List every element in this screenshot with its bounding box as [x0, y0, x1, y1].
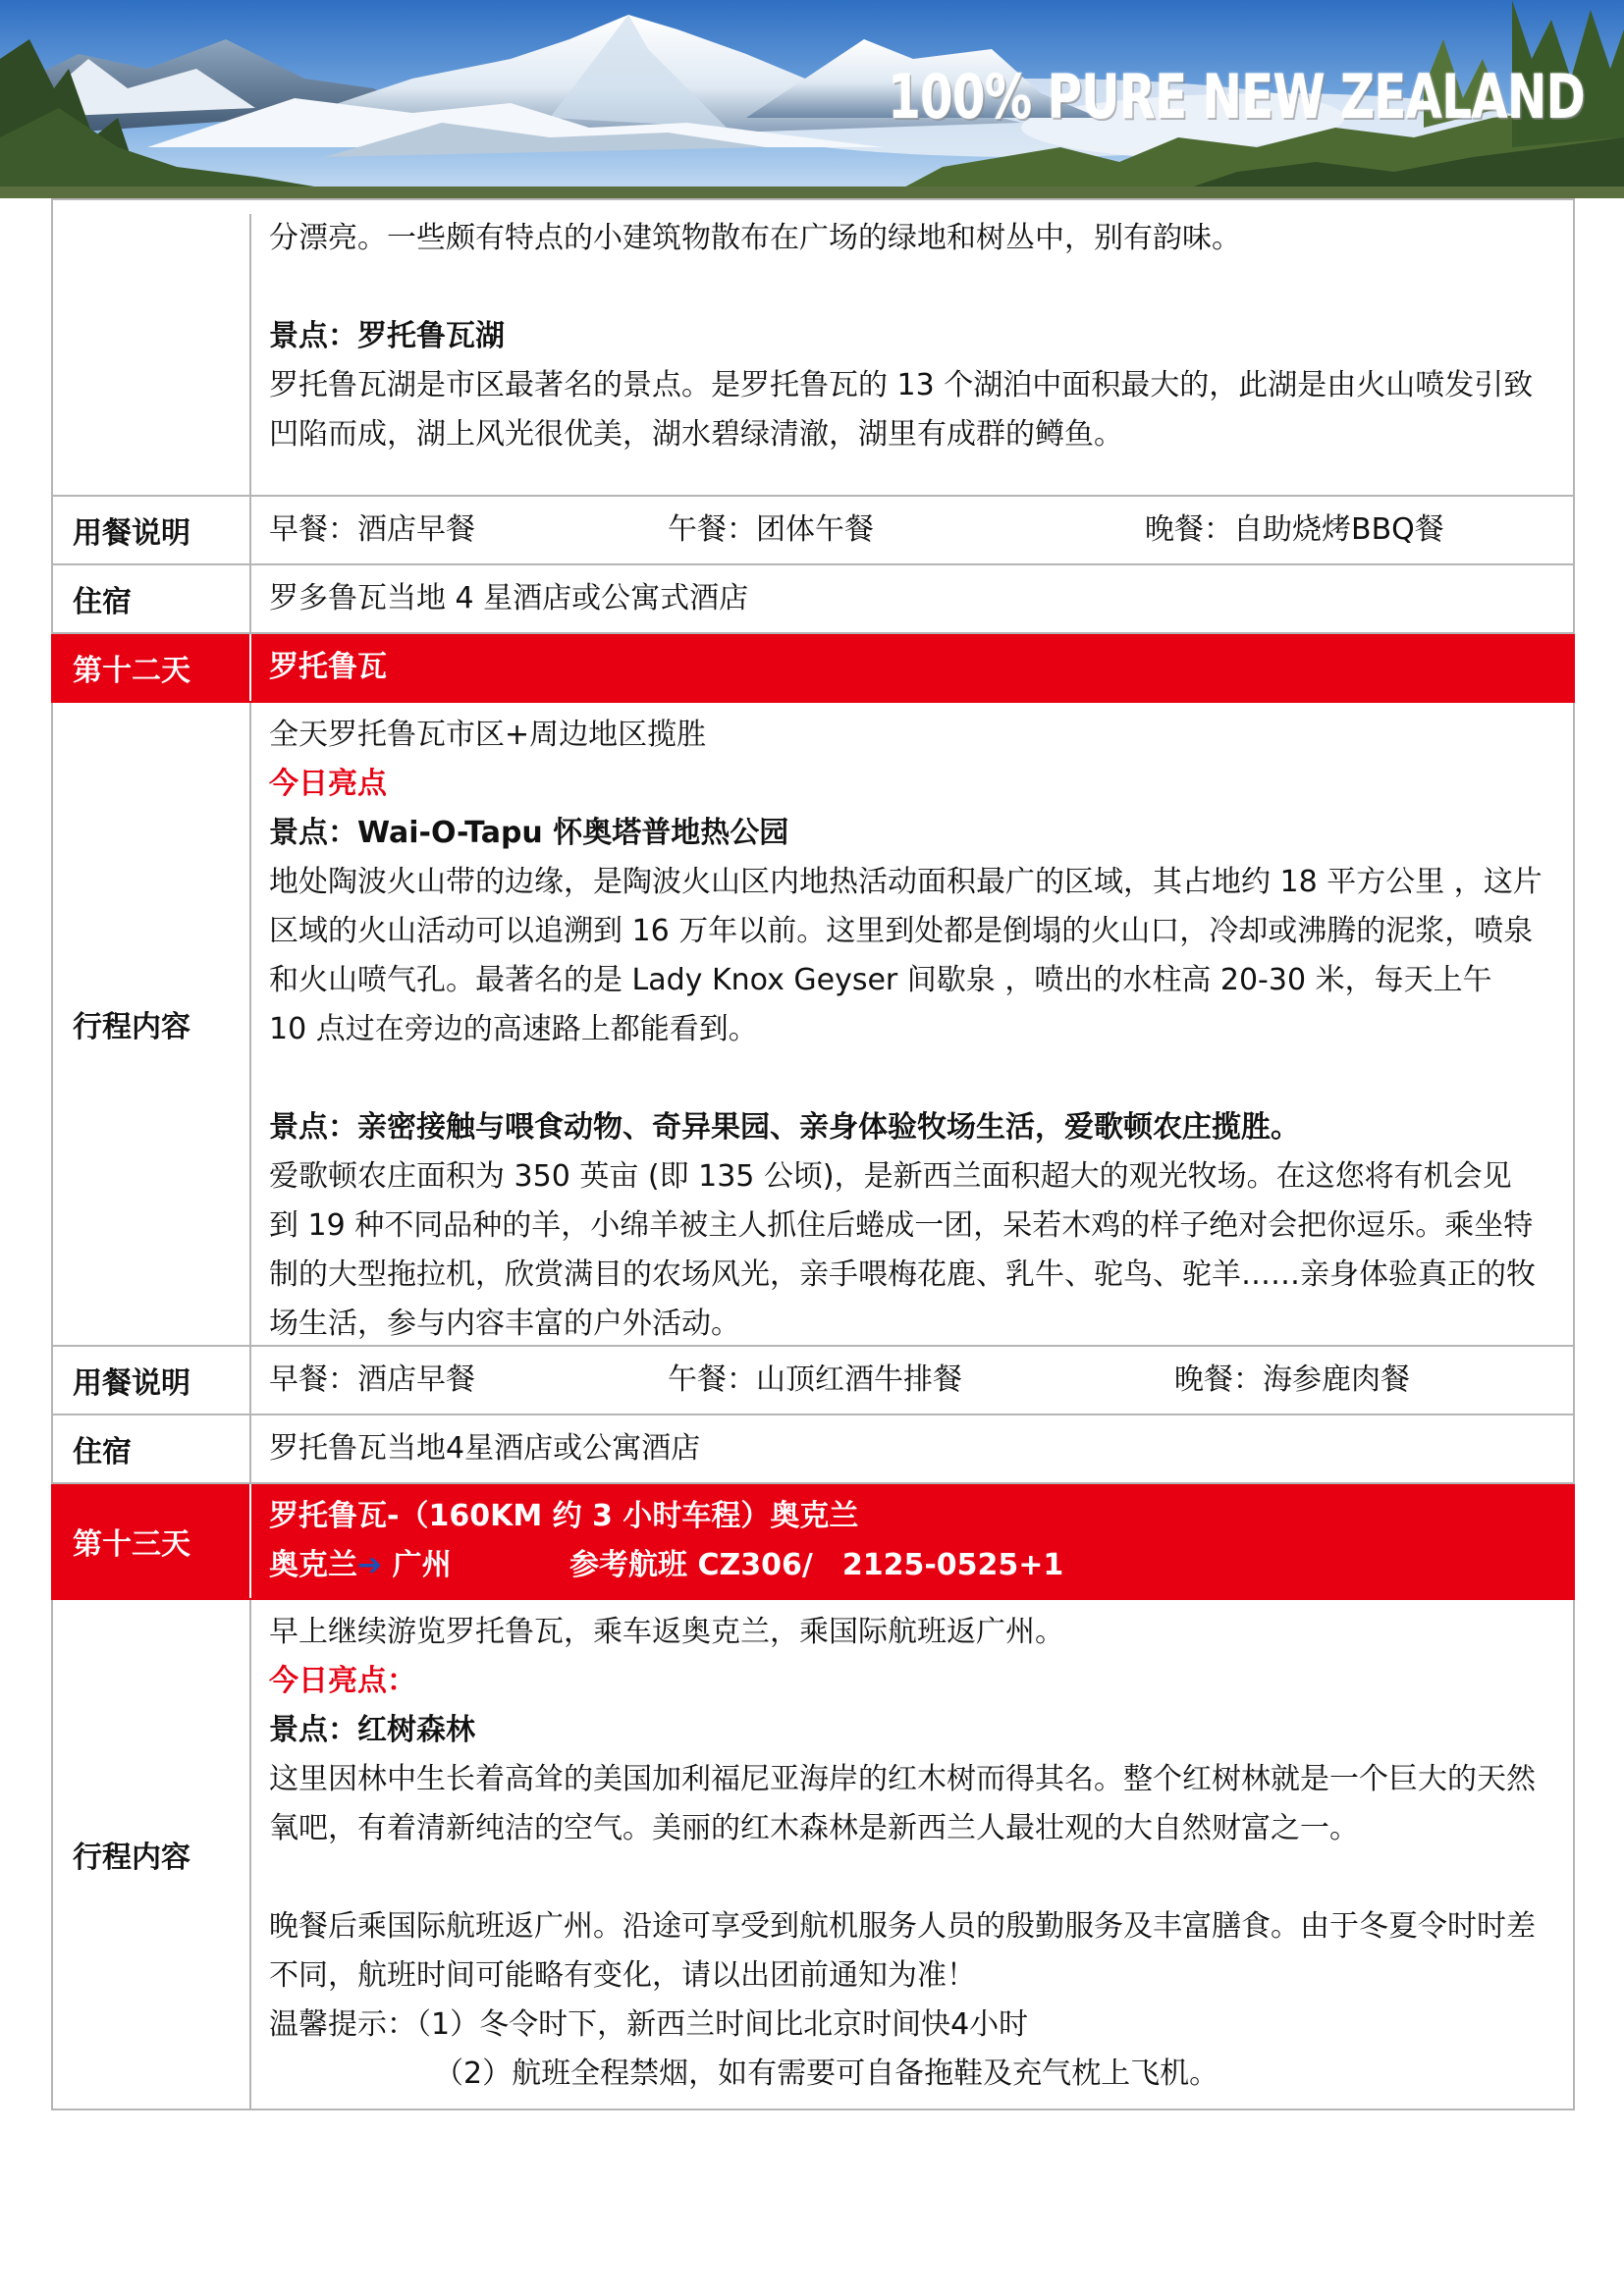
table-row	[51, 198, 1575, 497]
tip-line: （2）航班全程禁烟，如有需要可自备拖鞋及充气枕上飞机。	[434, 2056, 1219, 2091]
accommodation-text: 罗多鲁瓦当地 4 星酒店或公寓式酒店	[269, 581, 749, 615]
row-label: 用餐说明	[53, 497, 251, 563]
day-label: 第十三天	[53, 1484, 251, 1598]
content-line: 全天罗托鲁瓦市区+周边地区揽胜	[269, 718, 707, 752]
arrow-right-icon: ➔	[357, 1548, 383, 1582]
content-line: 凹陷而成，湖上风光很优美，湖水碧绿清澈，湖里有成群的鳟鱼。	[269, 417, 1123, 452]
day-title: 罗托鲁瓦	[269, 650, 387, 684]
day-header-row	[51, 1484, 1575, 1600]
table-row	[51, 497, 1575, 565]
row-label: 住宿	[53, 1415, 251, 1482]
flight-info: 参考航班 CZ306/ 2125-0525+1	[569, 1548, 1064, 1582]
content-line: 这里因林中生长着高耸的美国加利福尼亚海岸的红木树而得其名。整个红树林就是一个巨大的天然	[269, 1762, 1536, 1796]
breakfast-text: 早餐：酒店早餐	[269, 1362, 475, 1397]
breakfast-text: 早餐：酒店早餐	[269, 512, 475, 547]
content-line: 氧吧，有着清新纯洁的空气。美丽的红木森林是新西兰人最壮观的大自然财富之一。	[269, 1811, 1359, 1845]
highlight-heading: 今日亮点	[269, 767, 387, 801]
row-label: 行程内容	[53, 703, 251, 1345]
destination-city: 广州	[392, 1548, 452, 1582]
spot-title: 景点：亲密接触与喂食动物、奇异果园、亲身体验牧场生活，爱歌顿农庄揽胜。	[269, 1110, 1300, 1145]
content-line: 区域的火山活动可以追溯到 16 万年以前。这里到处都是倒塌的火山口，冷却或沸腾的泥浆，喷泉	[269, 914, 1534, 948]
row-content	[251, 1600, 1573, 2109]
content-line: 晚餐后乘国际航班返广州。沿途可享受到航机服务人员的殷勤服务及丰富膳食。由于冬夏令时时差	[269, 1909, 1536, 1944]
flight-line	[269, 1541, 1559, 1590]
content-line: 罗托鲁瓦湖是市区最著名的景点。是罗托鲁瓦的 13 个湖泊中面积最大的，此湖是由火山喷发引致	[269, 368, 1534, 402]
table-row	[51, 1347, 1575, 1415]
tip-line: 温馨提示：（1）冬令时下，新西兰时间比北京时间快4小时	[269, 2007, 1029, 2042]
lunch-text: 午餐：山顶红酒牛排餐	[668, 1362, 962, 1397]
day-header-row	[51, 634, 1575, 703]
content-line: 爱歌顿农庄面积为 350 英亩 (即 135 公顷)，是新西兰面积超大的观光牧场。在这您将有机会见	[269, 1159, 1512, 1194]
row-content	[251, 214, 1573, 495]
table-row	[51, 703, 1575, 1347]
content-line: 场生活，参与内容丰富的户外活动。	[269, 1307, 740, 1341]
meal-info	[251, 497, 1573, 563]
highlight-heading: 今日亮点：	[269, 1664, 416, 1698]
table-row	[51, 565, 1575, 634]
row-label: 行程内容	[53, 1600, 251, 2109]
spot-title: 景点：罗托鲁瓦湖	[269, 319, 505, 353]
content-line: 制的大型拖拉机，欣赏满目的农场风光，亲手喂梅花鹿、乳牛、驼鸟、驼羊……亲身体验真正的牧	[269, 1257, 1536, 1292]
dinner-text: 晚餐：自助烧烤BBQ餐	[1145, 512, 1444, 547]
spot-title: 景点：Wai-O-Tapu 怀奥塔普地热公园	[269, 816, 789, 850]
content-line: 分漂亮。一些颇有特点的小建筑物散布在广场的绿地和树丛中，别有韵味。	[269, 221, 1241, 255]
origin-city: 奥克兰	[269, 1548, 357, 1582]
content-line: 早上继续游览罗托鲁瓦，乘车返奥克兰，乘国际航班返广州。	[269, 1615, 1064, 1649]
content-line: 到 19 种不同品种的羊，小绵羊被主人抓住后蜷成一团，呆若木鸡的样子绝对会把你逗乐。乘坐特	[269, 1208, 1534, 1243]
row-label	[53, 214, 251, 495]
day-title	[251, 1484, 1573, 1598]
day-label: 第十二天	[53, 634, 251, 701]
spot-title: 景点：红树森林	[269, 1713, 475, 1747]
content-line: 10 点过在旁边的高速路上都能看到。	[269, 1012, 758, 1046]
content-line: 地处陶波火山带的边缘，是陶波火山区内地热活动面积最广的区域，其占地约 18 平方公里 ，这片	[269, 865, 1543, 899]
content-line: 和火山喷气孔。最著名的是 Lady Knox Geyser 间歇泉 ，喷出的水柱高 20-30 米，每天上午	[269, 963, 1492, 997]
content-line: 不同，航班时间可能略有变化，请以出团前通知为准！	[269, 1958, 976, 1993]
meal-info	[251, 1347, 1573, 1414]
dinner-text: 晚餐：海参鹿肉餐	[1174, 1362, 1410, 1397]
lunch-text: 午餐：团体午餐	[668, 512, 874, 547]
route-line: 罗托鲁瓦-（160KM 约 3 小时车程）奥克兰	[269, 1499, 859, 1533]
header-banner	[0, 0, 1624, 198]
table-row	[51, 1415, 1575, 1484]
row-label: 住宿	[53, 565, 251, 632]
row-content	[251, 703, 1573, 1345]
itinerary-table	[51, 198, 1575, 2110]
row-label: 用餐说明	[53, 1347, 251, 1414]
table-row	[51, 1600, 1575, 2110]
accommodation-text: 罗托鲁瓦当地4星酒店或公寓酒店	[269, 1431, 701, 1466]
banner-title: 100% PURE NEW ZEALAND	[888, 61, 1585, 133]
